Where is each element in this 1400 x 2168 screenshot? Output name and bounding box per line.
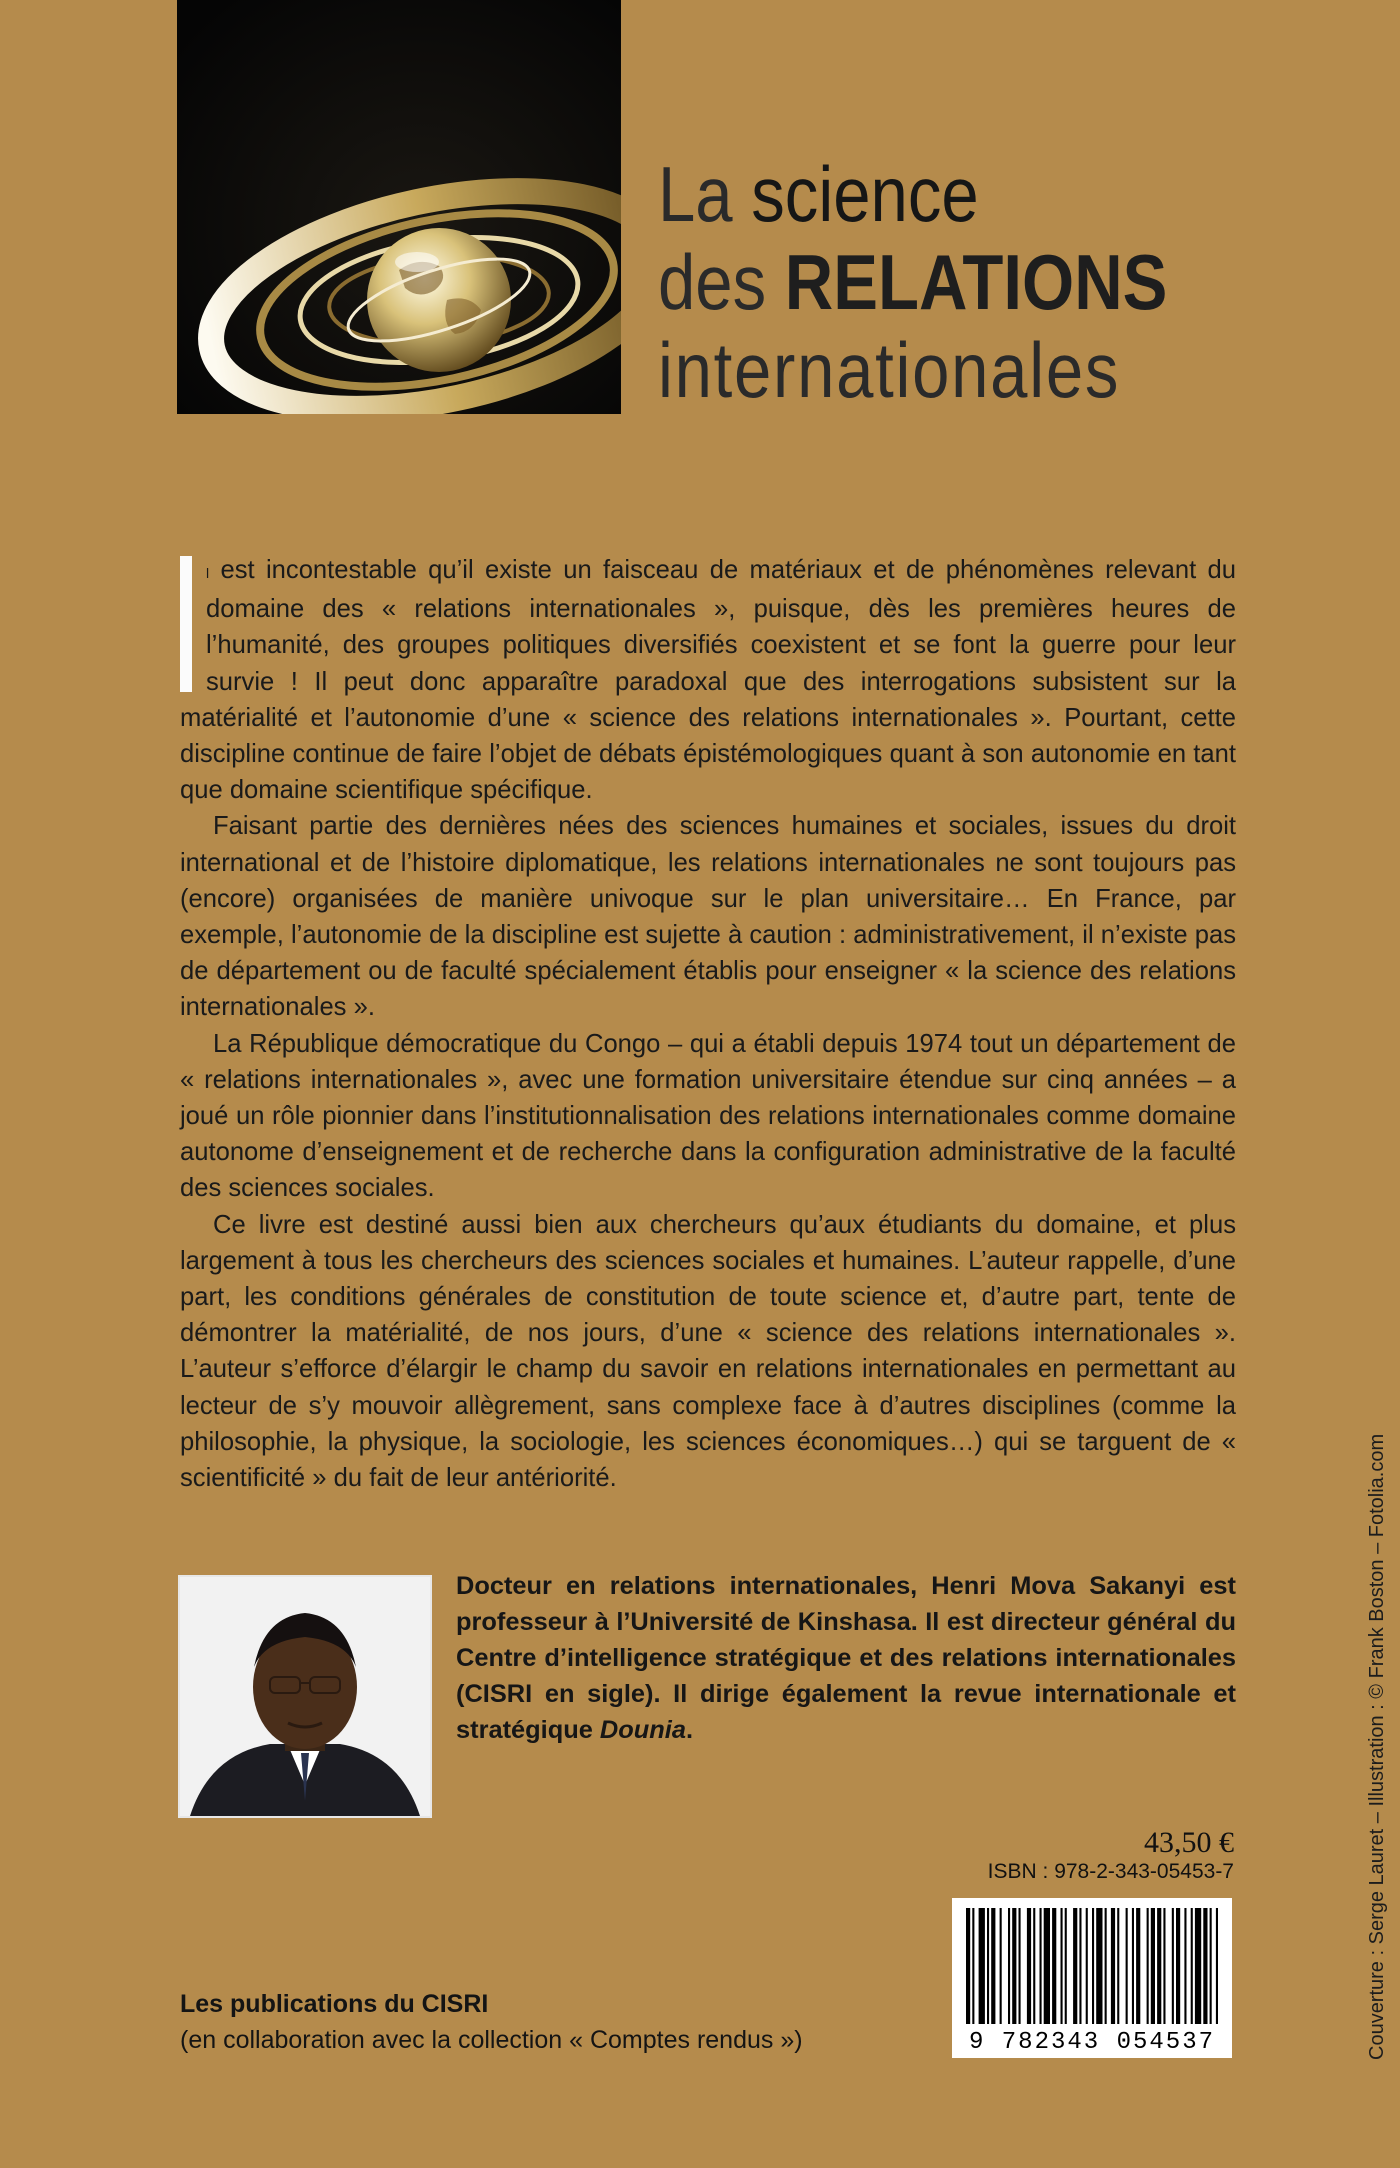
isbn: ISBN : 978-2-343-05453-7 [987, 1860, 1234, 1883]
barcode-number: 9 782343 054537 [968, 2029, 1216, 2056]
barcode-bar [1040, 1908, 1042, 2024]
title-line-3: internationales [658, 326, 1121, 414]
title-line-2 [658, 238, 1260, 326]
barcode-bar [1210, 1908, 1212, 2024]
barcode-bar [1033, 1908, 1035, 2024]
barcode-bar [1079, 1908, 1081, 2024]
barcode-bar [1052, 1908, 1056, 2024]
journal-name: Dounia [599, 1716, 686, 1744]
barcode-bar [1065, 1908, 1067, 2024]
barcode-bar [1061, 1908, 1063, 2024]
barcode-bar [1027, 1908, 1031, 2024]
barcode-bar [1092, 1908, 1094, 2024]
barcode-bar [1147, 1908, 1149, 2024]
title-line-1 [658, 150, 1260, 238]
price: 43,50 € [1144, 1826, 1234, 1859]
title-word-science: science [751, 150, 979, 238]
blurb [180, 552, 1236, 1496]
barcode-bar [1184, 1908, 1186, 2024]
blurb-paragraph-1-text: est incontestable qu’il existe un faisceau de matériaux et de phénomènes relevant du domaine des « relations internationales », puisque, dès les premières heures de l’humanité, des groupes politiques diversifiés coexistent et se font la guerre pour leur survie ! Il peut donc apparaître paradoxal que des interrogations subsistent sur la matérialité et l’autonomie d’une « science des relations internationales ». Pourtant, cette discipline continue de faire l’objet de débats épistémologiques quant à son autonomie en tant que domaine scientifique spécifique. [180, 556, 1236, 805]
barcode-bar [1163, 1908, 1165, 2024]
publisher-block [180, 1986, 980, 2058]
barcode-bar [1086, 1908, 1088, 2024]
cover-credit: Couverture : Serge Lauret – Illustration : © Frank Boston – Fotolia.com [1366, 1433, 1388, 2060]
title-word-relations: RELATIONS [784, 238, 1168, 326]
barcode-bar [1073, 1908, 1077, 2024]
barcode [952, 1898, 1232, 2058]
barcode-bar [1096, 1908, 1102, 2024]
barcode-bar [1216, 1908, 1218, 2024]
title-word-la: La [658, 150, 733, 238]
blurb-paragraph-4: Ce livre est destiné aussi bien aux chercheurs qu’aux étudiants du domaine, et plus largement à tous les chercheurs des sciences sociales et humaines. L’auteur rappelle, d’une part, les conditions générales de constitution de toute science et, d’autre part, tente de démontrer la matérialité, de nos jours, d’une « science des relations internationales ». L’auteur s’efforce d’élargir le champ du savoir en relations internationales en permettant au lecteur de s’y mouvoir allègrement, sans complexe face à d’autres disciplines (comme la philosophie, la physique, la sociologie, les sciences économiques…) qui se targuent de « scientificité » du fait de leur antériorité. [180, 1210, 1236, 1493]
book-title [658, 150, 1260, 414]
barcode-bar [1019, 1908, 1021, 2024]
cover-illustration [177, 0, 621, 414]
author-photo [178, 1575, 432, 1818]
barcode-bar [991, 1908, 995, 2024]
barcode-bar [1044, 1908, 1050, 2024]
barcode-bar [1126, 1908, 1128, 2024]
title-word-des: des [658, 238, 767, 326]
barcode-bar [1105, 1908, 1107, 2024]
author-bio [456, 1568, 1236, 1748]
author-bio-text: Docteur en relations internationales, Henri Mova Sakanyi est professeur à l’Université de Kinshasa. Il est directeur général du Centre d’intelligence stratégique et des relations internationales (CISRI en sigle). Il dirige également la revue internationale et stratégique [456, 1572, 1236, 1744]
barcode-bar [1000, 1908, 1002, 2024]
blurb-paragraph-2: Faisant partie des dernières nées des sciences humaines et sociales, issues du droit international et de l’histoire diplomatique, les relations internationales ne sont toujours pas (encore) organisées de manière univoque sur le plan universitaire… En France, par exemple, l’autonomie de la discipline est sujette à caution : administrativement, il n’existe pas de département ou de faculté spécialement établis pour enseigner « la science des relations internationales ». [180, 812, 1236, 1022]
barcode-bar [1117, 1908, 1119, 2024]
blurb-paragraph-1 [180, 552, 1236, 808]
barcode-bar [1195, 1908, 1201, 2024]
publisher-name: Les publications du CISRI [180, 1990, 489, 2018]
author-bio-end: . [685, 1716, 694, 1744]
blurb-paragraph-3: La République démocratique du Congo – qui a établi depuis 1974 tout un département de « relations internationales », avec une formation universitaire étendue sur cinq années – a joué un rôle pionnier dans l’institutionnalisation des relations internationales comme domaine autonome d’enseignement et de recherche dans la configuration administrative de la faculté des sciences sociales. [180, 1029, 1236, 1203]
globe-rings-illustration [177, 0, 621, 414]
barcode-bar [1111, 1908, 1115, 2024]
barcode-bar [1176, 1908, 1180, 2024]
barcode-bar [1203, 1908, 1207, 2024]
barcode-bar [1172, 1908, 1174, 2024]
publisher-collection: (en collaboration avec la collection « Comptes rendus ») [180, 2026, 803, 2054]
barcode-bar [1012, 1908, 1016, 2024]
dropcap-smallcap: l [206, 565, 210, 581]
author-portrait-image [180, 1577, 430, 1816]
barcode-bar [987, 1908, 989, 2024]
barcode-bar [1132, 1908, 1134, 2024]
barcode-bar [1157, 1908, 1161, 2024]
dropcap-bar [180, 556, 192, 692]
barcode-bar [1136, 1908, 1140, 2024]
barcode-bar [1191, 1908, 1193, 2024]
barcode-bar [1008, 1908, 1010, 2024]
barcode-bar [1151, 1908, 1155, 2024]
